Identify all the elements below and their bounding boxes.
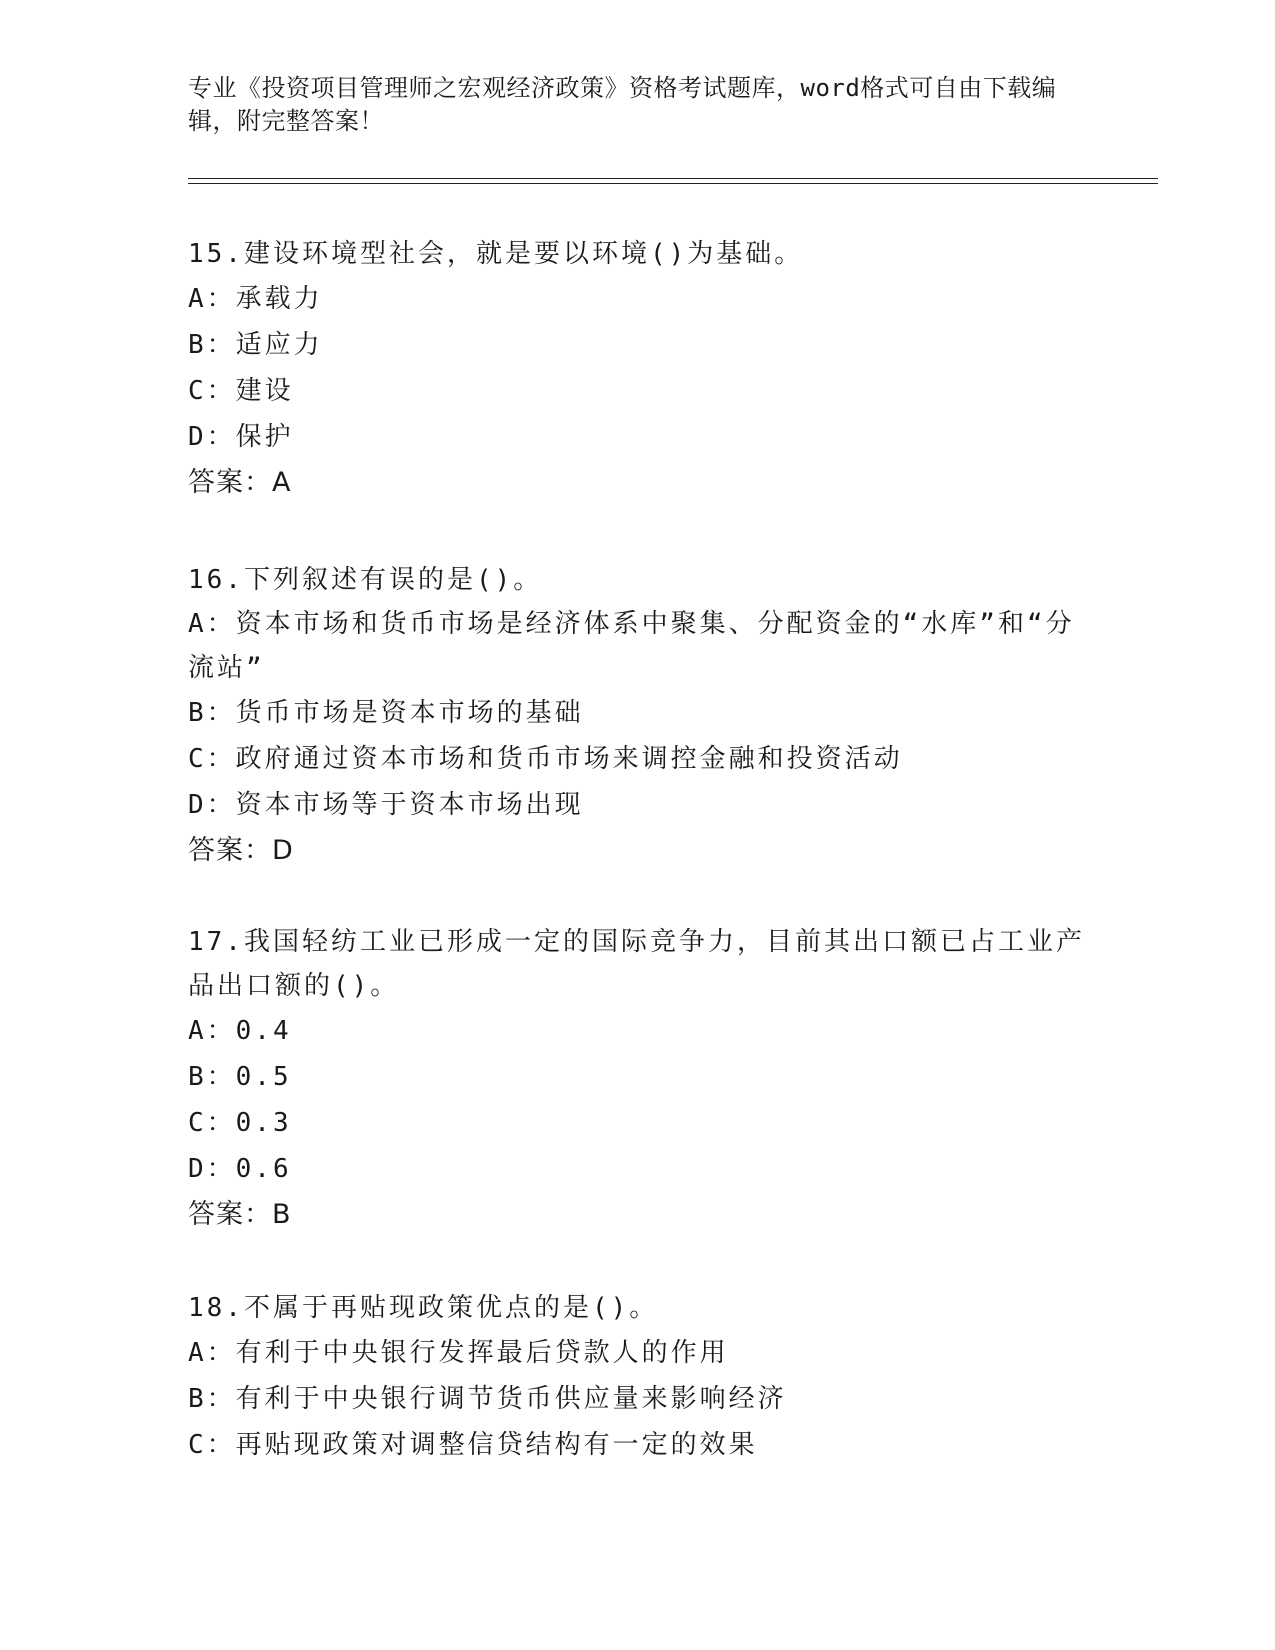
option-a: A：资本市场和货币市场是经济体系中聚集、分配资金的“水库”和“分流站” <box>188 609 1075 683</box>
question-15 <box>188 232 1088 506</box>
document-header: 专业《投资项目管理师之宏观经济政策》资格考试题库，word格式可自由下载编辑，附完整答案！ <box>188 74 1057 135</box>
option-a: A：承载力 <box>188 284 323 314</box>
question-title: 16.下列叙述有误的是()。 <box>188 565 543 595</box>
option-c: C：再贴现政策对调整信贷结构有一定的效果 <box>188 1430 758 1460</box>
answer-line: 答案：A <box>188 467 292 498</box>
header-divider-bottom <box>188 183 1158 184</box>
question-title: 17.我国轻纺工业已形成一定的国际竞争力，目前其出口额已占工业产品出口额的()。 <box>188 927 1085 1001</box>
option-d: D：0.6 <box>188 1154 292 1184</box>
question-title: 15.建设环境型社会，就是要以环境()为基础。 <box>188 239 804 269</box>
option-c: C：政府通过资本市场和货币市场来调控金融和投资活动 <box>188 744 903 774</box>
answer-line: 答案：D <box>188 835 294 866</box>
answer-line: 答案：B <box>188 1199 292 1230</box>
option-d: D：保护 <box>188 422 294 452</box>
option-a: A：0.4 <box>188 1016 292 1046</box>
option-d: D：资本市场等于资本市场出现 <box>188 790 584 820</box>
option-b: B：有利于中央银行调节货币供应量来影响经济 <box>188 1384 787 1414</box>
header-divider-top <box>188 178 1158 179</box>
question-18 <box>188 1286 1088 1468</box>
option-c: C：0.3 <box>188 1108 292 1138</box>
option-b: B：货币市场是资本市场的基础 <box>188 698 584 728</box>
question-16 <box>188 558 1088 874</box>
option-b: B：0.5 <box>188 1062 292 1092</box>
option-a: A：有利于中央银行发挥最后贷款人的作用 <box>188 1338 729 1368</box>
option-c: C：建设 <box>188 376 294 406</box>
question-17 <box>188 920 1088 1238</box>
option-b: B：适应力 <box>188 330 323 360</box>
question-title: 18.不属于再贴现政策优点的是()。 <box>188 1293 659 1323</box>
